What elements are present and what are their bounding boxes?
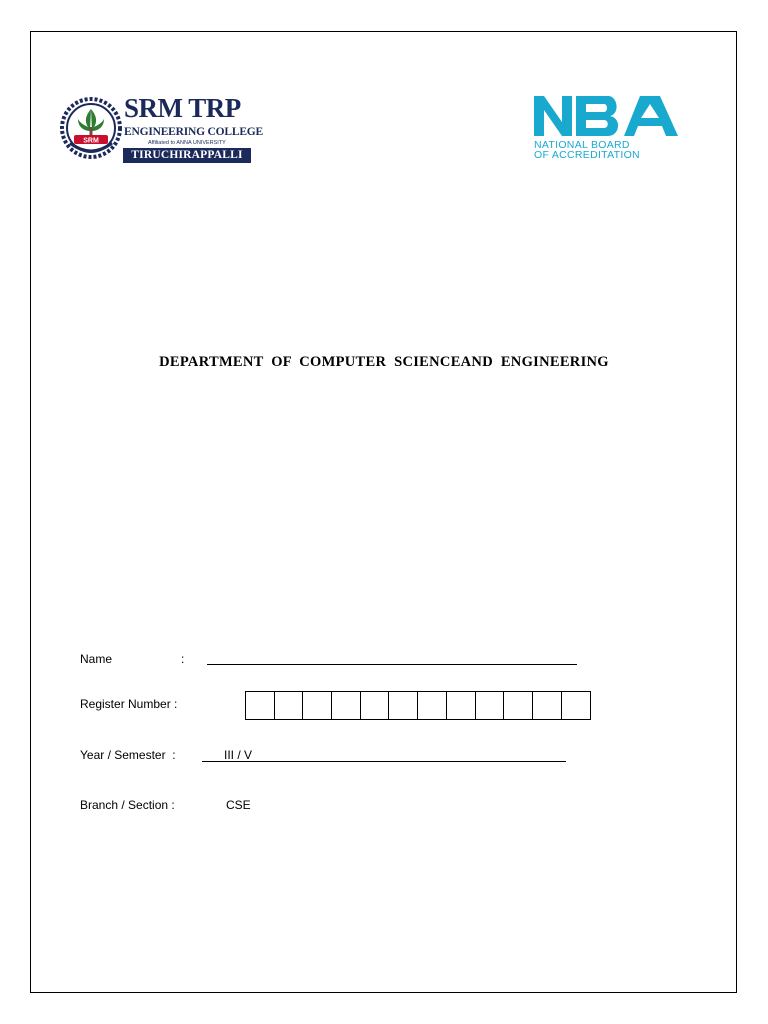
nba-logo-line2: OF ACCREDITATION (534, 149, 640, 161)
srm-logo-subtitle: ENGINEERING COLLEGE (124, 126, 264, 138)
register-number-box[interactable] (418, 692, 447, 719)
name-label: Name (80, 652, 113, 666)
register-number-box[interactable] (533, 692, 562, 719)
nba-wordmark-icon (532, 94, 680, 138)
nba-logo-line1: NATIONAL BOARD (534, 139, 630, 151)
srm-logo-affiliation: Affiliated to ANNA UNIVERSITY (148, 140, 226, 146)
register-number-box[interactable] (332, 692, 361, 719)
register-number-box[interactable] (447, 692, 476, 719)
register-number-label: Register Number : (80, 697, 178, 711)
srm-emblem-text: SRM (83, 137, 99, 145)
year-semester-value: III / V (224, 748, 253, 762)
register-number-boxes[interactable] (245, 691, 591, 720)
page-frame (30, 31, 737, 993)
register-number-box[interactable] (275, 692, 304, 719)
srm-logo-city: TIRUCHIRAPPALLI (123, 148, 251, 163)
branch-section-value: CSE (226, 798, 251, 812)
register-number-box[interactable] (476, 692, 505, 719)
branch-section-label: Branch / Section : (80, 798, 175, 812)
register-number-box[interactable] (246, 692, 275, 719)
register-number-box[interactable] (361, 692, 390, 719)
year-semester-field[interactable] (202, 761, 566, 762)
register-number-box[interactable] (562, 692, 591, 719)
register-number-box[interactable] (303, 692, 332, 719)
srm-emblem-icon (60, 97, 122, 159)
register-number-box[interactable] (389, 692, 418, 719)
register-number-box[interactable] (504, 692, 533, 719)
srm-logo (60, 93, 264, 167)
name-field[interactable] (207, 664, 577, 665)
srm-logo-title: SRM TRP (124, 93, 241, 123)
department-title: DEPARTMENT OF COMPUTER SCIENCEAND ENGINEERING (159, 354, 609, 370)
nba-logo (532, 94, 682, 162)
year-semester-label: Year / Semester : (80, 748, 176, 762)
name-colon: : (181, 652, 185, 666)
